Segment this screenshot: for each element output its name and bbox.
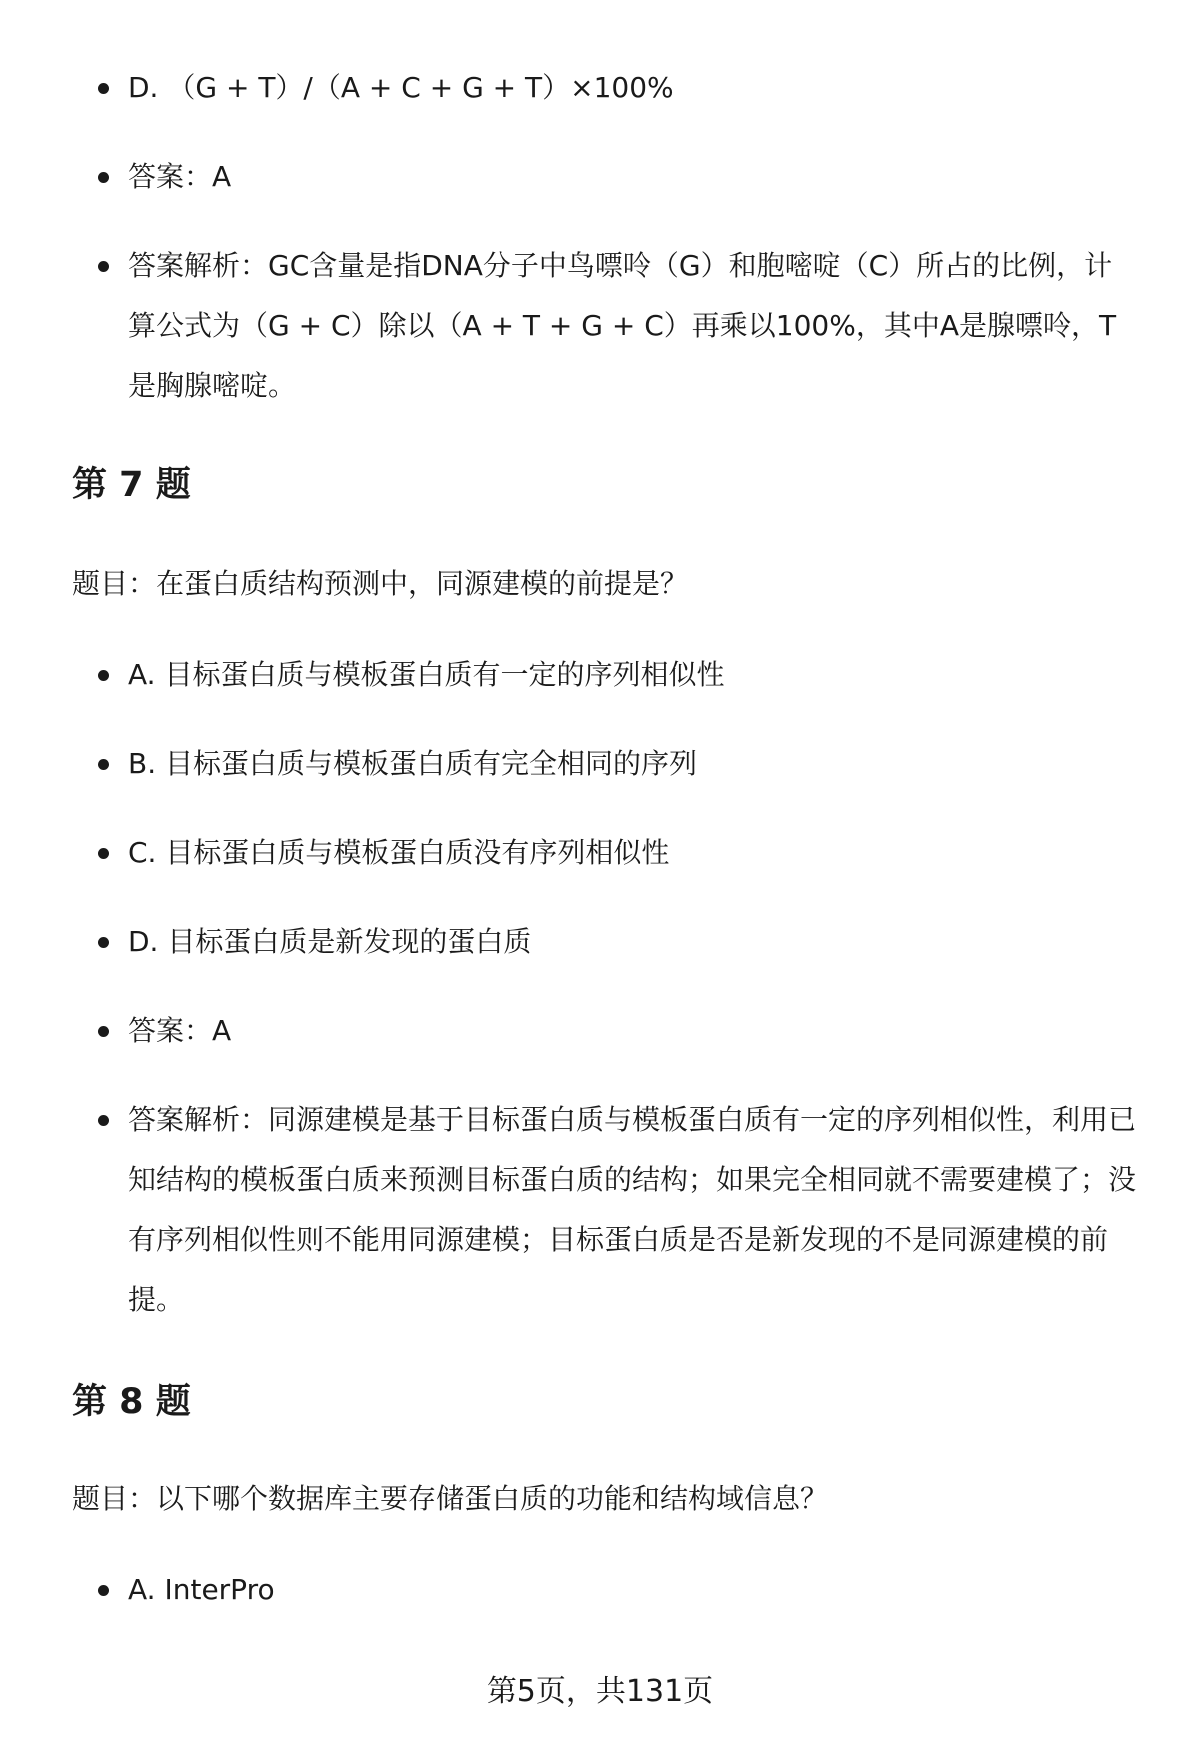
- option-d: D. （G + T）/（A + C + G + T）×100%: [0, 58, 1200, 118]
- question-heading-7: 第 7 题: [72, 465, 191, 505]
- question-stem-8: 题目：以下哪个数据库主要存储蛋白质的功能和结构域信息？: [72, 1482, 829, 1515]
- option-c: C. 目标蛋白质与模板蛋白质没有序列相似性: [0, 823, 1200, 883]
- question-8-options: [0, 1560, 1200, 1620]
- answer: 答案：A: [0, 1001, 1200, 1061]
- question-heading-8: 第 8 题: [72, 1382, 191, 1422]
- question-stem-7: 题目：在蛋白质结构预测中，同源建模的前提是？: [72, 567, 689, 600]
- question-7-options: [0, 645, 1200, 1330]
- prev-question-list: [0, 58, 1200, 416]
- answer: 答案：A: [0, 147, 1200, 207]
- option-d: D. 目标蛋白质是新发现的蛋白质: [0, 912, 1200, 972]
- option-a: A. InterPro: [0, 1560, 1200, 1620]
- answer-explanation: 答案解析：GC含量是指DNA分子中鸟嘌呤（G）和胞嘧啶（C）所占的比例，计算公式为（G + C）除以（A + T + G + C）再乘以100%，其中A是腺嘌呤，T是胸腺嘧啶。: [0, 236, 1200, 416]
- answer-explanation: 答案解析：同源建模是基于目标蛋白质与模板蛋白质有一定的序列相似性，利用已知结构的模板蛋白质来预测目标蛋白质的结构；如果完全相同就不需要建模了；没有序列相似性则不能用同源建模；目标蛋白质是否是新发现的不是同源建模的前提。: [0, 1090, 1200, 1330]
- option-b: B. 目标蛋白质与模板蛋白质有完全相同的序列: [0, 734, 1200, 794]
- option-a: A. 目标蛋白质与模板蛋白质有一定的序列相似性: [0, 645, 1200, 705]
- page-footer: 第5页，共131页: [486, 1674, 714, 1709]
